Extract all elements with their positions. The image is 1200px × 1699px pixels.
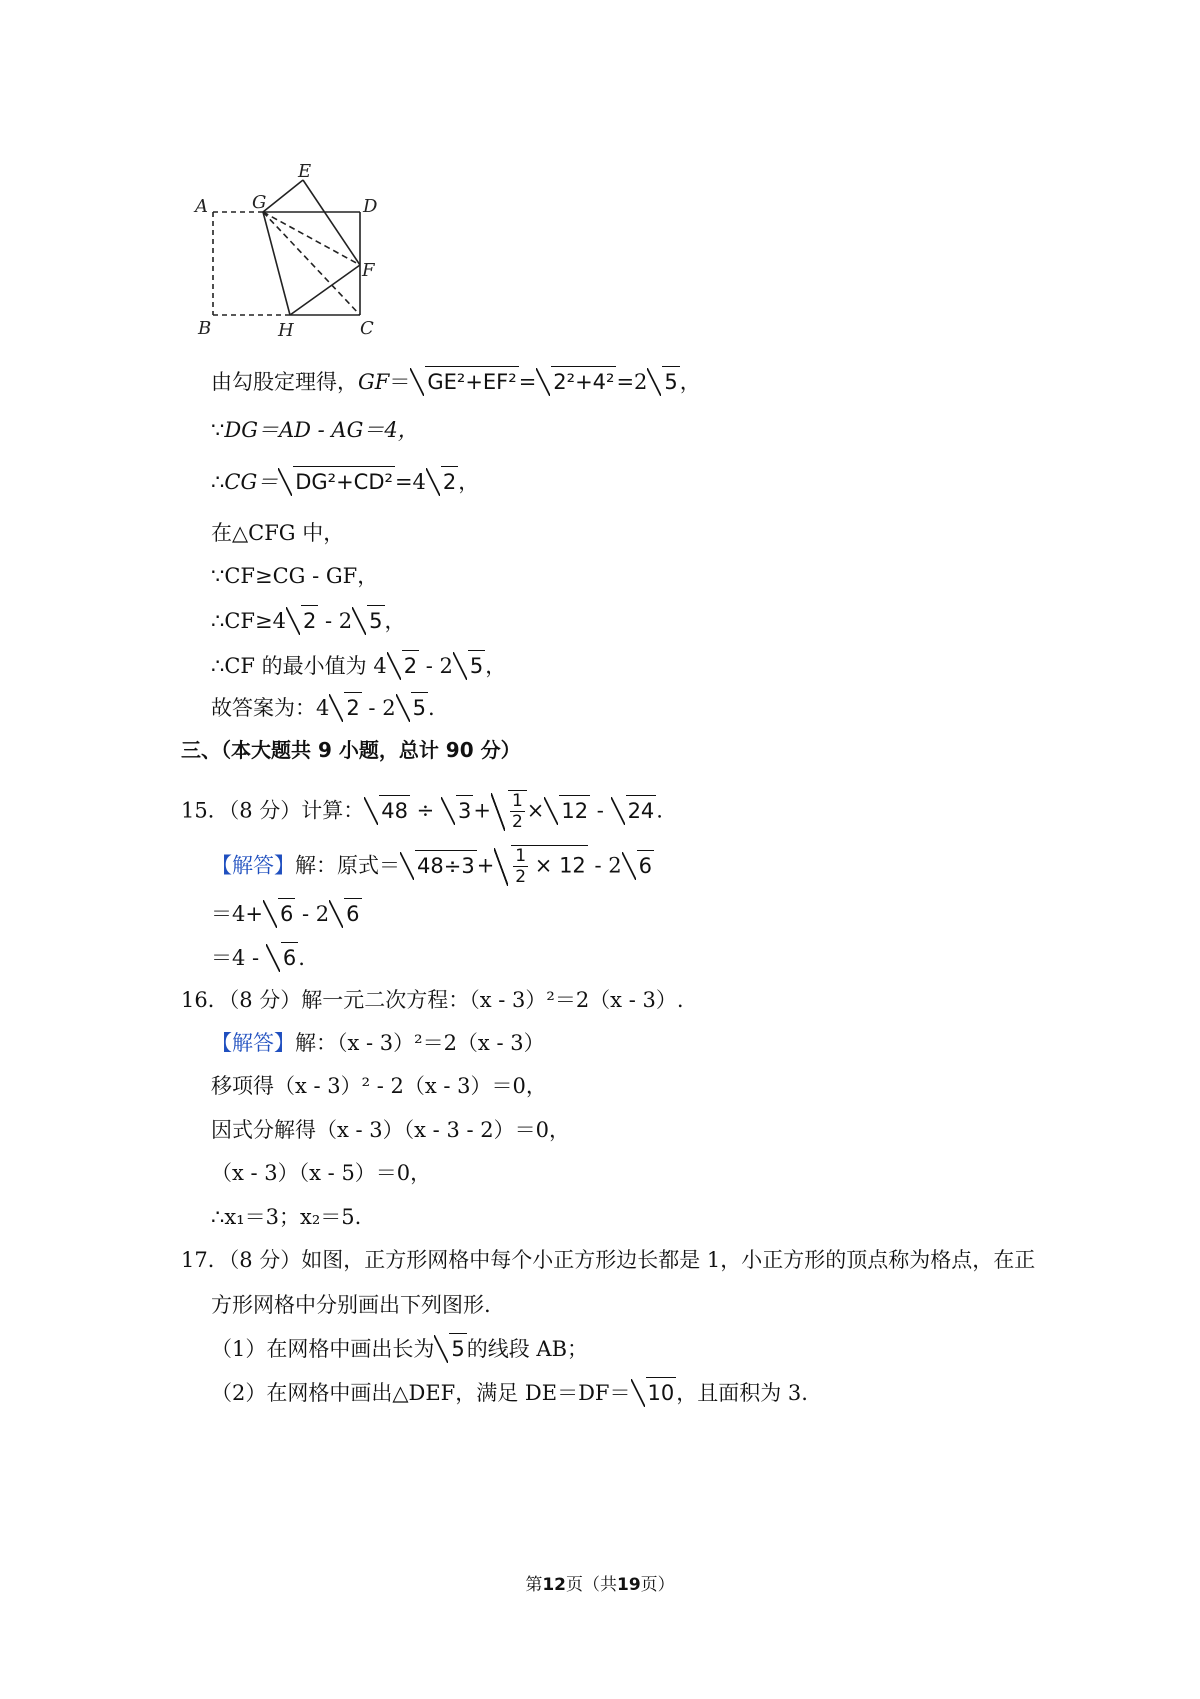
- q14-line-5: ∵CF≥CG - GF，: [211, 564, 379, 588]
- q16-step-2: 因式分解得（x - 3）（x - 3 - 2）＝0，: [211, 1118, 570, 1142]
- q16-step-3: （x - 3）（x - 5）＝0，: [211, 1161, 432, 1185]
- q16-step-1: 移项得（x - 3）² - 2（x - 3）＝0，: [211, 1074, 547, 1098]
- q14-line-1: 由勾股定理得，GF＝ GE²+EF²= 2²+4²=2 5，: [211, 366, 701, 397]
- q17-question-line-1: 17．（8 分）如图，正方形网格中每个小正方形边长都是 1，小正方形的顶点称为格点，在正: [181, 1248, 1036, 1272]
- answer-tag: 【解答】: [211, 1031, 295, 1055]
- answer-tag: 【解答】: [211, 853, 295, 878]
- q14-line-2: ∵DG＝AD - AG＝4，: [211, 418, 419, 442]
- q14-line-6: ∴CF≥4 2 - 2 5，: [211, 605, 406, 636]
- label-c: C: [360, 318, 374, 339]
- q16-question: 16．（8 分）解一元二次方程：（x - 3）²＝2（x - 3）.: [181, 988, 684, 1012]
- seg-ge: [263, 180, 303, 212]
- q14-line-8: 故答案为：4 2 - 2 5.: [211, 692, 435, 723]
- q17-part-1: （1）在网格中画出长为 5的线段 AB；: [211, 1333, 588, 1364]
- page-number: 12: [542, 1575, 566, 1595]
- q15-answer: 【解答】解：原式＝ 48÷3+ $\frac{1}{2}$ × 12 - 2 6: [211, 846, 652, 887]
- label-g: G: [252, 192, 267, 213]
- label-b: B: [198, 318, 212, 339]
- label-a: A: [195, 196, 208, 217]
- q17-question-line-2: 方形网格中分别画出下列图形.: [211, 1293, 491, 1317]
- seg-hf: [290, 265, 360, 315]
- dashed-gf: [263, 212, 360, 265]
- q15-step-2: ＝4+ 6 - 2 6: [211, 898, 362, 929]
- label-d: D: [363, 196, 378, 217]
- q16-step-4: ∴x₁＝3；x₂＝5.: [211, 1205, 362, 1229]
- label-h: H: [278, 320, 294, 341]
- page-total: 19: [617, 1575, 641, 1595]
- q14-line-4: 在△CFG 中，: [211, 521, 345, 545]
- geometry-figure: [195, 160, 400, 345]
- q14-line-3: ∴CG＝ DG²+CD²=4 2，: [211, 466, 479, 497]
- q14-line-7: ∴CF 的最小值为 4 2 - 2 5，: [211, 650, 506, 681]
- label-e: E: [298, 161, 312, 182]
- seg-ef: [303, 180, 360, 265]
- sqrt-ge-ef: GE²+EF²: [410, 366, 518, 397]
- page-footer: 第12页（共19页）: [525, 1575, 675, 1595]
- q17-part-2: （2）在网格中画出△DEF，满足 DE＝DF＝ 10，且面积为 3.: [211, 1377, 808, 1408]
- section-heading: 三、（本大题共 9 小题，总计 90 分）: [181, 738, 521, 762]
- q16-answer: 【解答】解：（x - 3）²＝2（x - 3）: [211, 1031, 545, 1055]
- q15-step-3: ＝4 - 6.: [211, 942, 305, 973]
- q15-question: 15．（8 分）计算： 48 ÷ 3+ $\frac{1}{2}$ × 12 - 24.: [181, 791, 663, 832]
- label-f: F: [362, 260, 375, 281]
